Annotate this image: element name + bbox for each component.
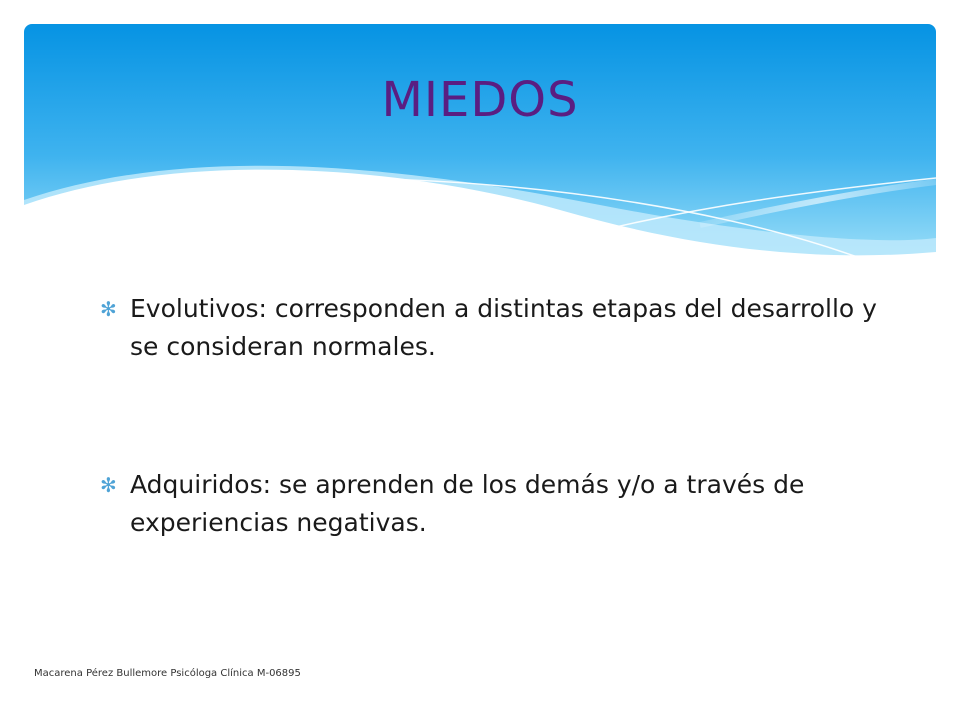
header-wave-banner	[0, 0, 960, 280]
slide-footer: Macarena Pérez Bullemore Psicóloga Clínica M-06895	[34, 668, 301, 679]
bullet-list	[98, 290, 878, 542]
bullet-item-adquiridos	[98, 466, 878, 542]
bullet-text: Evolutivos: corresponden a distintas etapas del desarrollo y se consideran normales.	[130, 294, 877, 361]
bullet-item-evolutivos	[98, 290, 878, 366]
slide-title: MIEDOS	[381, 72, 579, 128]
asterisk-bullet-icon: ✻	[100, 297, 117, 321]
asterisk-bullet-icon: ✻	[100, 473, 117, 497]
bullet-text: Adquiridos: se aprenden de los demás y/o a través de experiencias negativas.	[130, 470, 805, 537]
